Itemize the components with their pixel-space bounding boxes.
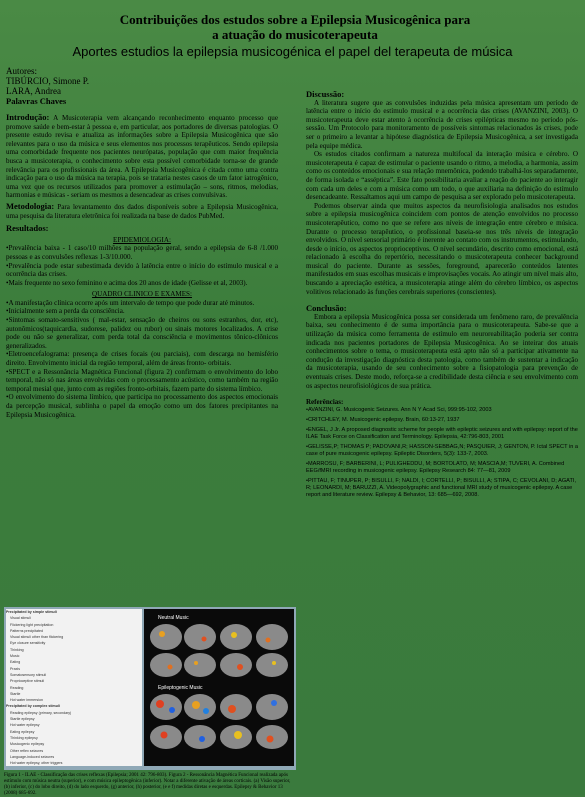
epidemiology-item-3: •Mais frequente no sexo feminino e acima dos 20 anos de idade (Gelisse et al, 2003). [6, 278, 248, 287]
clinical-item-3: •Sintomas somato-sensitivos ( mal-estar, sensação de cheiros ou sons estranhos, dor, etc), autonômicos(taquicardia, sudorese, palidez ou rubor) ou sinais motores localizados. A crise pode ou não se generalizar, com perda total da consciência e movimentos tônico-clônicos generalizados. [6, 316, 278, 350]
classification-item: Visual stimuli other than flickering [10, 635, 64, 640]
classification-item: Precipitated by simple stimuli [6, 610, 57, 614]
reference-3: •ENGEL, J Jr. A proposed diagnostic scheme for people with epileptic seizures and with epilepsy: report of the ILAE Task Force on Classification and Terminology. Epilepsia, 42:796-803, 2001 [306, 426, 578, 440]
reference-1: •AVANZINI, G. Musicogenic Seizures. Ann N Y Acad Sci, 999:95-102, 2003 [306, 406, 492, 413]
classification-item: Startle [10, 691, 21, 696]
clinical-item-1: •A manifestação clínica ocorre após um intervalo de tempo que pode durar até minutos. [6, 298, 255, 307]
classification-item: Reading epilepsy (primary, secondary) [10, 710, 72, 715]
classification-item: Hot water epilepsy [10, 723, 40, 728]
classification-item: Visual stimuli [10, 616, 31, 621]
title-line-2: a atuação do musicoterapeuta [212, 27, 378, 42]
classification-item: Music [10, 654, 20, 659]
reference-2: •CRITCHLEY, M. Musicogenic epilepsy. Brain, 60:13-27, 1937 [306, 416, 460, 423]
classification-item: Thinking epilepsy [10, 735, 38, 740]
classification-item: Eating epilepsy [10, 729, 35, 734]
classification-item: Flickering light precipitation [10, 622, 54, 627]
discussion-paragraph-2: Os estudos citados confirmam a natureza multifocal da interação música e cérebro. O musicoterapeuta é capaz de estimular o paciente usando o ritmo, a melodia, a harmonia, assim como os conteúdos emocionais e sua relação mnemônica, podendo trabalhá-los separadamente, de forma isolada e “asséptica”. Este fato possibilitaria avaliar a reação do paciente ao interagir com cada um deles e com a música como um todo, o que auxiliaria na definição do estímulo desencadeante. Ressaltamos aqui um campo de pesquisa a ser explorado pelo musicoterapeuta. [306, 150, 578, 202]
conclusion-paragraph: Embora a epilepsia Musicogênica possa ser considerada um fenômeno raro, de prevalência baixa, seu conhecimento é de suma importância para o musicoterapeuta. Sabe-se que a utilização da música como ferramenta de estímulo em neuroreabilitação poderia ser contra indicada nos pacientes portadores de Epilepsia Musicogênica. Ao se inteirar dos atuais conhecimentos sobre o tema, o musicoterapeuta está apto não só a participar ativamente na condução da investigação diagnóstica desta patologia, como também de sustentar a indicação da musicoterapia, usando de seu conhecimento sobre a fisiopatologia para prevenção de eventuais crises. Deste modo, reforça-se a credibilidade desta ciência e seu envolvimento com os aspectos neurofisiológicos de sua prática. [306, 312, 578, 390]
title-line-1: Contribuições dos estudos sobre a Epilepsia Musicogênica para [119, 12, 471, 27]
introduction-label: Introdução: [6, 112, 50, 122]
introduction-section [6, 113, 278, 200]
classification-item: Eye closure sensitivity [10, 641, 46, 646]
classification-item: Startle epilepsy [10, 717, 35, 722]
introduction-text: A Musicoterapia vem alcançando reconhecimento enquanto processo que promove saúde e bem-estar à pessoa e, em particular, aos portadores de diversas patologias. O presente estudo revisa e atualiza as informações sobre a Epilepsia Musicogênica que são relevantes para o uso da música e seus elementos nos processos terapêuticos. Sendo epilepsia uma comorbidade frequente nos pacientes neurópatas, população que com maior frequência busca a musicoterapia, o conhecimento sobre esta possível comorbidade torna-se de grande relevância para os profissionais da área. A Epilepsia Musicogênica é citada como uma contra indicação para o uso da música na terapia, pois se trataria nestes casos de um fator iatrogênico, uma vez que os recursos utilizados para promover a estimulação – sons, ritmos, melodias, harmonias e músicas - seriam os mesmos a desencadear as crises convulsivas. [6, 114, 279, 200]
clinical-item-6: •O envolvimento do sistema límbico, que participa no processamento dos aspectos emocionais da percepção musical, sublinha o papel da emoção como um dos fatores precipitantes na Epilepsia Musicogênica. [6, 393, 278, 419]
figure-caption: Figura 1 - ILAE - Classificação das crises reflexas (Epilepsia; 2001 42: 796-803). Figura 2 - Ressonância Magnética Funcional realizada após estímulo com música neutra (superior), e com música epileptogênica (inferior). Notar a diferente ativação de áreas corticais. (a) Visão superior, (b) inferior, (c) do lobo direito, (d) do lado esquerdo, (g) anterior, (h) posterior, (e e f) medidas diretas e esquerdas. Epilepsy & Behavior 13 (2008) 685-692. [4, 773, 291, 796]
classification-item: Somatosensory stimuli [10, 672, 47, 677]
classification-item: Praxis [10, 666, 20, 671]
classification-item: Reading [10, 685, 24, 690]
clinical-item-4: •Eletroencefalograma: presença de crises focais (ou parciais), com descarga no hemisfério direito. Envolvimento inicial da região temporal, além de áreas fronto- orbitais. [6, 350, 278, 368]
epidemiology-label: EPIDEMIOLOGIA: [113, 235, 171, 244]
clinical-label: QUADRO CLINICO E EXAMES: [92, 290, 192, 299]
poster-title [60, 12, 530, 42]
results-label: Resultados: [6, 223, 49, 234]
classification-item: Language-induced seizures [10, 754, 55, 759]
classification-item: Hot water epilepsy, other triggers [10, 761, 63, 766]
references-list [306, 407, 578, 499]
reference-4: •GELISSE,P; THOMAS P; PADOVANI,R; HASSON-SEBBAG,N; PASQUIER, J; GENTON, P. Ictal SPECT in a case of pure musicogenic epilepsy. Epileptic Disorders, 5(3): 133-7, 2003. [306, 443, 578, 457]
epidemiology-item-2: •Prevalência pode estar subestimada devido à latência entre o início do estímulo musical e a ocorrência das crises. [6, 261, 278, 279]
discussion-label: Discussão: [306, 89, 345, 99]
classification-item: Eating [10, 660, 21, 665]
classification-item: Proprioceptive stimuli [10, 679, 45, 684]
reference-6: •PITTAU, F; TINUPER, P; BISULLI, F; NALDI, I; CORTELLI, P; BISULLI, A; STIPA, C; CEVOLANI, D; AGATI, R; LEONARDI, M; BARUZZI, A. Videopolygraphic and functional MRI study of musicogenic epilepsy. A case report and literature review. Epilepsy & Behavior, 13: 685—692, 2008. [306, 477, 577, 498]
methodology-text: Para levantamento dos dados disponíveis sobre a Epilepsia Musicogênica, uma pesquisa da literatura eletrônica foi realizada na base de dados PubMed. [6, 202, 278, 220]
references-label: Referências: [306, 398, 344, 407]
figure-panel [4, 607, 296, 770]
discussion-paragraph-3: Podemos observar ainda que muitos aspectos da neurofisiologia analisados nos estudos sobre a epilepsia musicogênica coincidem com pontos de atenção envolvidos no processo musicoterapêutico, como no que se refere aos níveis de integração entre cérebro e música. Durante o processo terapêutico, o profissional baseia-se nos três níveis de integração envolvidos. O nível sensorial primário é inerente ao contato com os instrumentos, estimulando, desde o início, os aspectos proprioceptivos. O nível secundário, descrito como emocional, está relacionado à escolha do repertório, necessitando o musicoterapeuta conhecer background musical do paciente. Durante as sessões, foreground, aparecerão conteúdos latentes manifestados em suas escolhas musicais e improvisações vocais. Ao atingir um nível mais alto, buscando a apreciação estética, a musicoterapia atinge além do cérebro límbico, os aspectos volitivos relacionado às funções cerebrais superiores (conscientes). [306, 201, 578, 296]
classification-list [6, 609, 142, 766]
keywords-label: Palavras Chaves [6, 96, 67, 106]
clinical-item-2: •Inicialmente sem a perda da consciência. [6, 307, 125, 316]
classification-item: Precipitated by complex stimuli [6, 704, 60, 709]
author-1: TIBÚRCIO, Simone P. [6, 76, 90, 86]
classification-item: Patterns precipitated [10, 628, 43, 633]
authors-label: Autores: [6, 66, 37, 76]
figure-1-classification-table [6, 609, 142, 766]
classification-item: Other reflex seizures [10, 748, 44, 753]
methodology-label: Metodologia: [6, 200, 55, 211]
methodology-section [6, 202, 278, 220]
fmri-brain-scans [144, 609, 294, 766]
epidemiology-item-1: •Prevalência baixa - 1 caso/10 milhões na população geral, sendo a epilepsia de 6-8 /1.000 pessoas e as convulsões reflexas 1-3/10.000. [6, 244, 278, 261]
author-2: LARA, Andrea [6, 86, 61, 96]
conclusion-label: Conclusão: [306, 303, 347, 314]
discussion-paragraph-1: A literatura sugere que as convulsões induzidas pela música apresentam um período de latência entre o início do estímulo musical e a ocorrência das crises (AVANZINI, 2003). O musicoterapeuta deve estar atento à ocorrência de crises epilépticas mesmo no período pós-sessão. Um Protocolo para monitoramento de possíveis sintomas relacionados às crises, pode ser o primeiro a levantar a hipótese diagnóstica de Epilepsia Musicogênica, a ser investigada pela equipe médica. [306, 98, 578, 150]
figure-2-fmri-images [144, 609, 294, 766]
neutral-music-label: Neutral Music [158, 615, 189, 621]
authors-list [6, 76, 116, 106]
right-column [306, 90, 578, 502]
epileptogenic-music-label: Epileptogenic Music [158, 685, 203, 691]
poster-subtitle: Aportes estudios la epilepsia musicogénica el papel del terapeuta de música [72, 44, 513, 59]
classification-item: Thinking [10, 647, 24, 652]
classification-item: Musicogenic epilepsy [10, 742, 45, 747]
classification-item: Hot water immersion [10, 698, 43, 703]
reference-5: •MARROSU, F; BARBERINI, L; PULIGHEDDU, M; BORTOLATO, M; MASCIA,M; TUVERI, A. Combined EEG/fMRI recording in musicogenic epilepsy. Epilepsy Research 84: 77—81, 2009 [306, 460, 565, 474]
clinical-item-5: •SPECT e a Ressonância Magnética Funcional (figura 2) confirmam o envolvimento do lobo temporal, não só nas áreas envolvidas com o processamento acústico, como também na região temporal mesial que, junto com as regiões fronto-orbitais, fazem parte do sistema límbico. [6, 367, 278, 393]
neutral-music-brains [150, 624, 288, 677]
epileptogenic-music-brains [150, 694, 288, 749]
left-column [6, 113, 278, 419]
